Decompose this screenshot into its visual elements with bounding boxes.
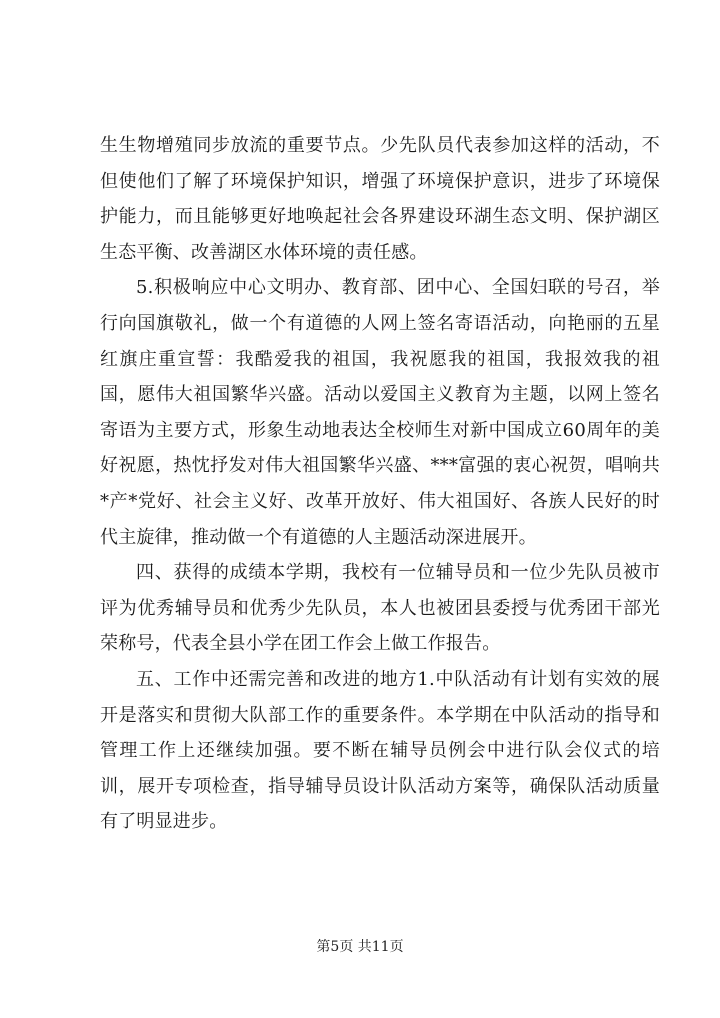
body-text	[100, 128, 660, 840]
page-number: 第5页 共11页	[316, 939, 404, 955]
paragraph-continuation: 生生物增殖同步放流的重要节点。少先队员代表参加这样的活动，不但使他们了解了环境保护知识，增强了环境保护意识，进步了环境保护能力，而且能够更好地唤起社会各界建设环湖生态文明、保护湖区生态平衡、改善湖区水体环境的责任感。	[100, 135, 660, 263]
page-footer	[0, 936, 720, 956]
paragraph-section-achievements: 四、获得的成绩本学期，我校有一位辅导员和一位少先队员被市评为优秀辅导员和优秀少先队员，本人也被团县委授与优秀团干部光荣称号，代表全县小学在团工作会上做工作报告。	[100, 562, 660, 655]
paragraph-section-improvements: 五、工作中还需完善和改进的地方1.中队活动有计划有实效的展开是落实和贯彻大队部工作的重要条件。本学期在中队活动的指导和管理工作上还继续加强。要不断在辅导员例会中进行队会仪式的培训，展开专项检查，指导辅导员设计队活动方案等，确保队活动质量有了明显进步。	[100, 668, 660, 833]
paragraph-item-5: 5.积极响应中心文明办、教育部、团中心、全国妇联的号召，举行向国旗敬礼，做一个有道德的人网上签名寄语活动，向艳丽的五星红旗庄重宣誓：我酷爱我的祖国，我祝愿我的祖国，我报效我的祖国，愿伟大祖国繁华兴盛。活动以爱国主义教育为主题，以网上签名寄语为主要方式，形象生动地表达全校师生对新中国成立60周年的美好祝愿，热忱抒发对伟大祖国繁华兴盛、***富强的衷心祝贺，唱响共*产*党好、社会主义好、改革开放好、伟大祖国好、各族人民好的时代主旋律，推动做一个有道德的人主题活动深进展开。	[100, 277, 660, 548]
